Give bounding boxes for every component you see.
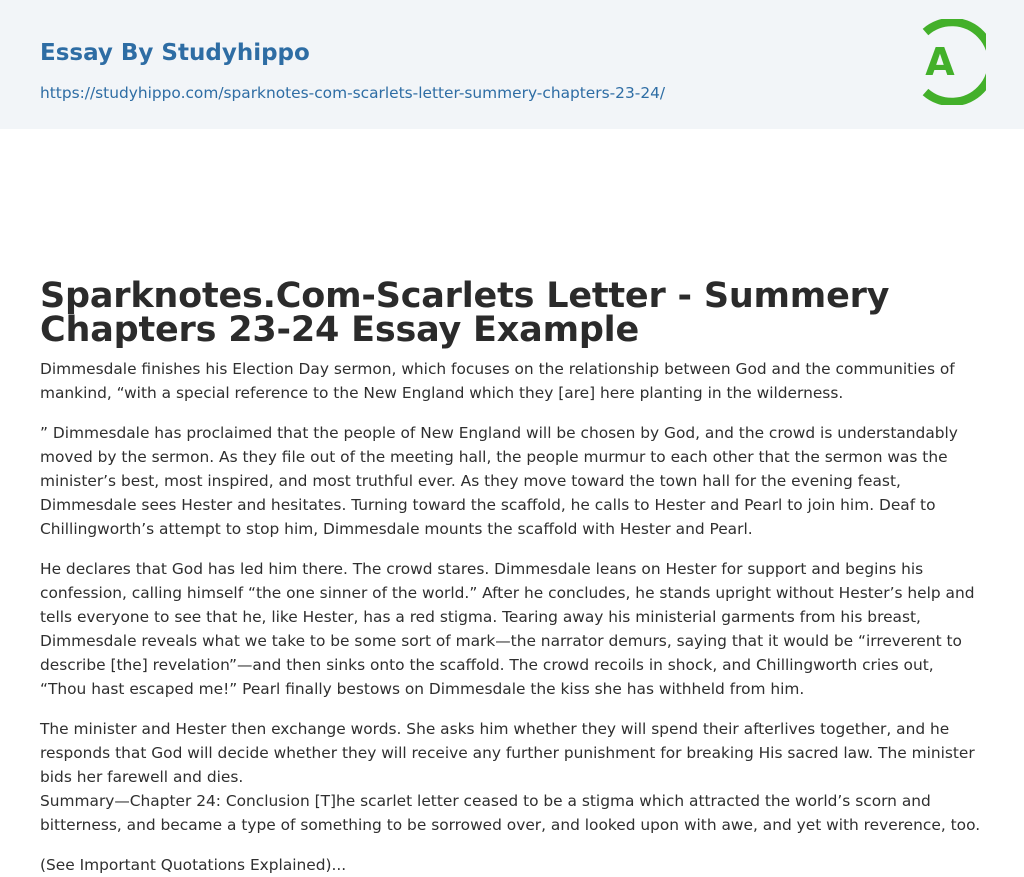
paragraph-4: The minister and Hester then exchange words. She asks him whether they will spend their afterlives together, and he responds that God will decide whether they will receive any further punishment for breaking His sacred law. The minister bids her farewell and dies. [40, 720, 975, 786]
paragraph-1: Dimmesdale finishes his Election Day sermon, which focuses on the relationship between God and the communities of mankind, “with a special reference to the New England which they [are] here planting in the wilderness. [40, 360, 955, 402]
page-title: Sparknotes.Com-Scarlets Letter - Summery Chapters 23-24 Essay Example [40, 276, 890, 350]
source-url-link[interactable]: https://studyhippo.com/sparknotes-com-scarlets-letter-summery-chapters-23-24/ [40, 84, 666, 102]
paragraph-6: (See Important Quotations Explained)... [40, 856, 347, 874]
essay-body [40, 357, 984, 877]
brand-title[interactable]: Essay By Studyhippo [40, 40, 310, 66]
logo-letter: A [925, 40, 955, 84]
paragraph-2: ” Dimmesdale has proclaimed that the people of New England will be chosen by God, and the crowd is understandably moved by the sermon. As they file out of the meeting hall, the people murmur to each other that the sermon was the minister’s best, most inspired, and most truthful ever. As they move toward the town hall for the evening feast, Dimmesdale sees Hester and hesitates. Turning toward the scaffold, he calls to Hester and Pearl to join him. Deaf to Chillingworth’s attempt to stop him, Dimmesdale mounts the scaffold with Hester and Pearl. [40, 424, 958, 538]
main-content [0, 129, 1024, 877]
site-header [0, 0, 1024, 129]
paragraph-3: He declares that God has led him there. The crowd stares. Dimmesdale leans on Hester for support and begins his confession, calling himself “the one sinner of the world.” After he concludes, he stands upright without Hester’s help and tells everyone to see that he, like Hester, has a red stigma. Tearing away his ministerial garments from his breast, Dimmesdale reveals what we take to be some sort of mark—the narrator demurs, saying that it would be “irreverent to describe [the] revelation”—and then sinks onto the scaffold. The crowd recoils in shock, and Chillingworth cries out, “Thou hast escaped me!” Pearl finally bestows on Dimmesdale the kiss she has withheld from him. [40, 560, 975, 698]
studyhippo-logo-icon[interactable] [912, 19, 986, 105]
paragraph-5: Summary—Chapter 24: Conclusion [T]he scarlet letter ceased to be a stigma which attracted the world’s scorn and bitterness, and became a type of something to be sorrowed over, and looked upon with awe, and yet with reverence, too. [40, 792, 981, 834]
